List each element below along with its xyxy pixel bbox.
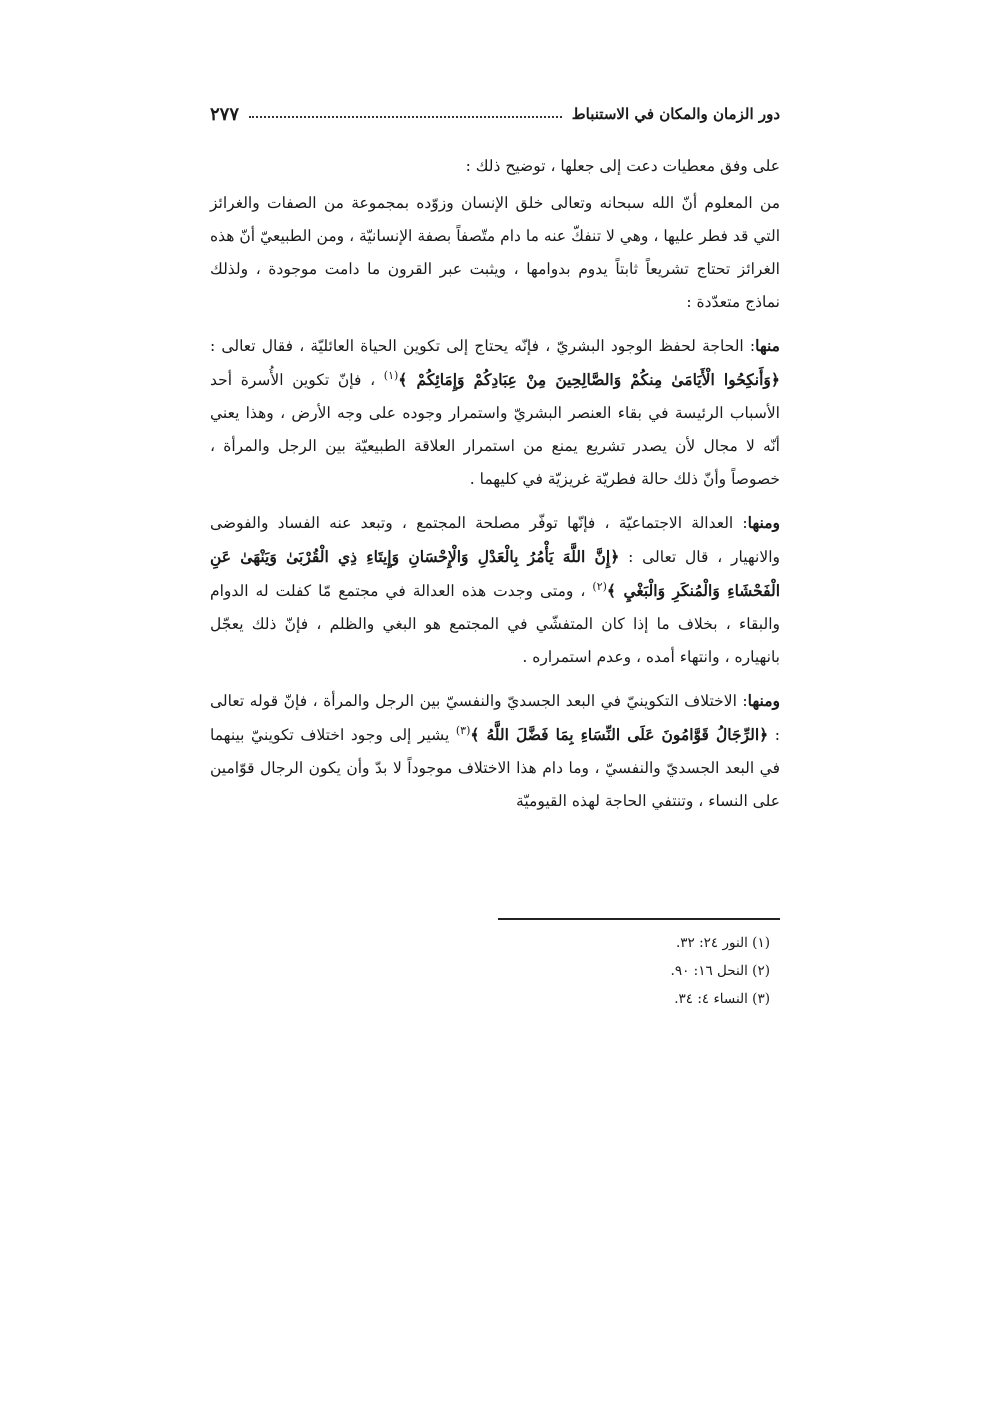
footnote-1: (١) النور ٢٤: ٣٢. bbox=[676, 935, 770, 951]
paragraph-4-keyword: ومنها bbox=[747, 691, 780, 710]
footnote-2: (٢) النحل ١٦: ٩٠. bbox=[670, 963, 770, 979]
paragraph-2-text-b: ، فإنّ تكوين الأُسرة أحد الأسباب الرئيسة في بقاء العنصر البشريّ واستمرار وجوده على وجه الأرض ، وهذا يعني أنّه لا مجال لأن يصدر تشريع يمنع من استمرار العلاقة الطبيعيّة بين الرجل والمرأة ، خصوصاً وأنّ ذلك حالة فطريّة غريزيّة في كليهما . bbox=[210, 371, 780, 488]
paragraph-4-text-b: يشير إلى وجود اختلاف تكوينيّ بينهما في البعد الجسديّ والنفسيّ ، وما دام هذا الاختلاف موجوداً لا بدّ وأن يكون الرجال قوّامين على النساء ، وتنتفي الحاجة لهذه القيوميّة bbox=[210, 726, 780, 810]
paragraph-3-keyword: ومنها bbox=[747, 513, 780, 532]
footnote-ref-2: (٢) bbox=[592, 579, 607, 593]
footnote-ref-3: (٣) bbox=[455, 723, 471, 737]
paragraph-2 bbox=[210, 329, 780, 496]
paragraph-2-keyword: منها bbox=[755, 336, 780, 355]
paragraph-4 bbox=[210, 684, 780, 818]
paragraph-2-text-a: : الحاجة لحفظ الوجود البشريّ ، فإنّه يحتاج إلى تكوين الحياة العائليّة ، فقال تعالى : bbox=[210, 337, 756, 355]
paragraph-3-text-a: : العدالة الاجتماعيّة ، فإنّها توفّر مصلحة المجتمع ، وتبعد عنه الفساد والفوضى والانهيار ، قال تعالى : bbox=[210, 514, 780, 566]
main-text bbox=[210, 150, 780, 828]
quran-verse-2: ﴿إِنَّ اللَّهَ يَأْمُرُ بِالْعَدْلِ وَالْإِحْسَانِ وَإِيتَاءِ ذِي الْقُرْبَىٰ وَيَنْهَىٰ عَنِ الْفَحْشَاءِ وَالْمُنكَرِ وَالْبَغْيِ ﴾ bbox=[210, 547, 781, 600]
page-number: ٢٧٧ bbox=[210, 103, 240, 125]
running-header bbox=[210, 100, 780, 128]
intro-line: على وفق معطيات دعت إلى جعلها ، توضيح ذلك : bbox=[465, 157, 780, 175]
header-title: دور الزمان والمكان في الاستنباط bbox=[571, 105, 780, 123]
footnote-3: (٣) النساء ٤: ٣٤. bbox=[674, 991, 770, 1007]
quran-verse-1: ﴿وَأَنكِحُوا الْأَيَامَىٰ مِنكُمْ وَالصَّالِحِينَ مِنْ عِبَادِكُمْ وَإِمَائِكُمْ ﴾ bbox=[398, 370, 780, 389]
paragraph-3-text-b: ، ومتى وجدت هذه العدالة في مجتمع مّا كفلت له الدوام والبقاء ، بخلاف ما إذا كان المتفشّي في المجتمع هو البغي والظلم ، فإنّ ذلك يعجّل بانهياره ، وانتهاء أمده ، وعدم استمراره . bbox=[210, 582, 780, 666]
footnotes bbox=[210, 930, 770, 1014]
paragraph-1: من المعلوم أنّ الله سبحانه وتعالى خلق الإنسان وزوّده بمجموعة من الصفات والغرائز التي قد فطر عليها ، وهي لا تنفكّ عنه ما دام متّصفاً بصفة الإنسانيّة ، ومن الطبيعيّ أنّ هذه الغرائز تحتاج تشريعاً ثابتاً يدوم بدوامها ، ويثبت عبر القرون ما دامت موجودة ، ولذلك نماذج متعدّدة : bbox=[210, 194, 780, 311]
footnote-ref-1: (١) bbox=[383, 368, 399, 382]
header-dot-leader bbox=[249, 106, 562, 118]
footnote-separator bbox=[498, 918, 780, 920]
paragraph-4-text-a: : الاختلاف التكوينيّ في البعد الجسديّ والنفسيّ بين الرجل والمرأة ، فإنّ قوله تعالى : bbox=[210, 692, 781, 744]
paragraph-3 bbox=[210, 506, 780, 674]
quran-verse-3: ﴿الرِّجَالُ قَوَّامُونَ عَلَى النِّسَاءِ بِمَا فَضَّلَ اللَّهُ ﴾ bbox=[470, 725, 769, 744]
document-page bbox=[210, 0, 780, 1403]
